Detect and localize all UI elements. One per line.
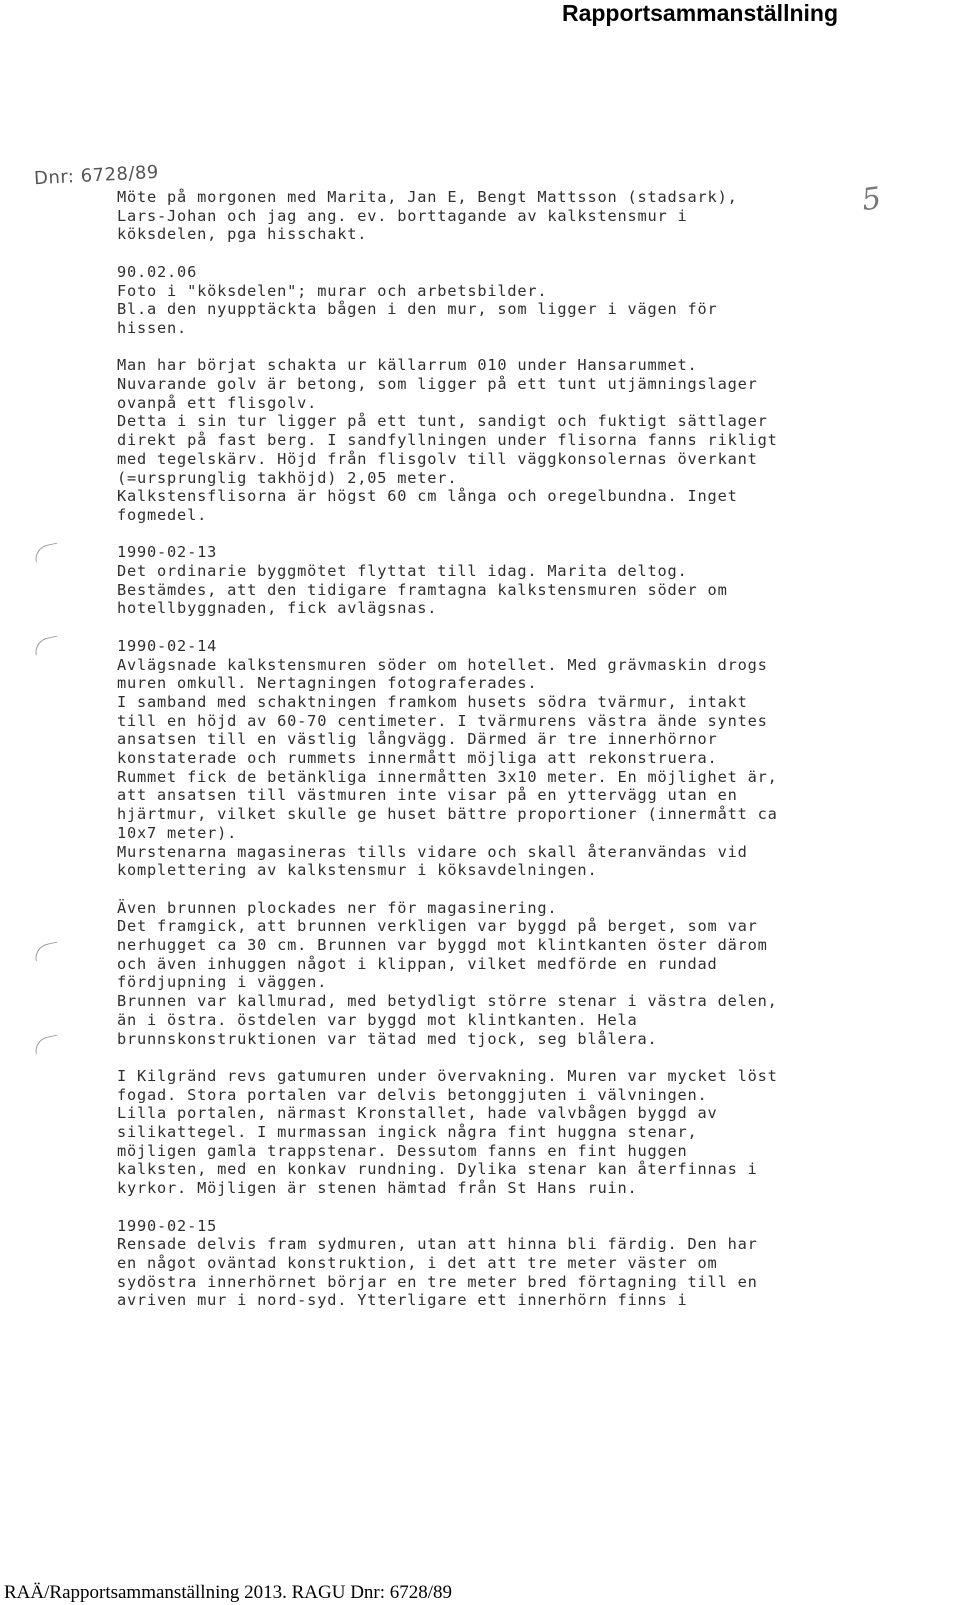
text-line: muren omkull. Nertagningen fotograferades. [117, 674, 538, 693]
text-line: ansatsen till en västlig långvägg. Därmed är tre innerhörnor [117, 730, 718, 749]
handwritten-dnr-note: Dnr: 6728/89 [33, 161, 160, 190]
text-line: till en höjd av 60-70 centimeter. I tvärmurens västra ände syntes [117, 711, 768, 730]
text-line: fogad. Stora portalen var delvis betonggjuten i välvningen. [117, 1085, 708, 1104]
text-line: köksdelen, pga hisschakt. [117, 225, 368, 244]
margin-mark [33, 636, 61, 656]
text-line: ovanpå ett flisgolv. [117, 393, 318, 412]
text-line: Man har börjat schakta ur källarrum 010 under Hansarummet. [117, 356, 698, 375]
paragraph [117, 263, 897, 338]
text-line: 1990-02-13 [117, 543, 218, 562]
text-line: direkt på fast berg. I sandfyllningen under flisorna fanns rikligt [117, 431, 778, 450]
text-line: Lilla portalen, närmast Kronstallet, hade valvbågen byggd av [117, 1104, 718, 1123]
text-line: silikattegel. I murmassan ingick några fint huggna stenar, [117, 1123, 698, 1142]
text-line: Bestämdes, att den tidigare framtagna kalkstensmuren söder om [117, 580, 728, 599]
text-line: hissen. [117, 318, 188, 337]
text-line: Rummet fick de betänkliga innermåtten 3x10 meter. En möjlighet är, [117, 767, 778, 786]
text-line: konstaterade och rummets innermått möjliga att rekonstruera. [117, 749, 718, 768]
text-line: hotellbyggnaden, fick avlägsnas. [117, 599, 438, 618]
text-line: 10x7 meter). [117, 823, 238, 842]
paragraph [117, 899, 897, 1049]
text-line: kyrkor. Möjligen är stenen hämtad från St Hans ruin. [117, 1179, 638, 1198]
paragraph [117, 1217, 897, 1311]
footer-reference: RAÄ/Rapportsammanställning 2013. RAGU Dnr: 6728/89 [4, 1582, 453, 1603]
text-line: Även brunnen plockades ner för magasinering. [117, 898, 558, 917]
text-line: fördjupning i väggen. [117, 973, 328, 992]
typewritten-body [117, 188, 897, 1329]
text-line: Avlägsnade kalkstensmuren söder om hotellet. Med grävmaskin drogs [117, 655, 768, 674]
text-line: Kalkstensflisorna är högst 60 cm långa och oregelbundna. Inget [117, 487, 738, 506]
paragraph [117, 637, 897, 880]
text-line: att ansatsen till västmuren inte visar på en yttervägg utan en [117, 786, 738, 805]
text-line: Murstenarna magasineras tills vidare och skall återanvändas vid [117, 842, 748, 861]
text-line: hjärtmur, vilket skulle ge huset bättre proportioner (innermått ca [117, 805, 778, 824]
paragraph [117, 188, 897, 244]
handwritten-page-number: 5 [859, 180, 884, 219]
text-line: Brunnen var kallmurad, med betydligt större stenar i västra delen, [117, 992, 778, 1011]
text-line: 90.02.06 [117, 262, 198, 281]
text-line: nerhugget ca 30 cm. Brunnen var byggd mot klintkanten öster därom [117, 936, 768, 955]
margin-mark [33, 1035, 61, 1055]
text-line: möjligen gamla trappstenar. Dessutom fanns en fint huggen [117, 1141, 688, 1160]
paragraph [117, 543, 897, 618]
text-line: brunnskonstruktionen var tätad med tjock, seg blålera. [117, 1029, 658, 1048]
text-line: 1990-02-14 [117, 636, 218, 655]
text-line: en något oväntad konstruktion, i det att tre meter väster om [117, 1253, 718, 1272]
paragraph [117, 356, 897, 524]
text-line: I samband med schaktningen framkom husets södra tvärmur, intakt [117, 692, 748, 711]
text-line: (=ursprunglig takhöjd) 2,05 meter. [117, 468, 458, 487]
text-line: Det framgick, att brunnen verkligen var byggd på berget, som var [117, 917, 758, 936]
text-line: än i östra. östdelen var byggd mot klintkanten. Hela [117, 1010, 638, 1029]
text-line: kalksten, med en konkav rundning. Dylika stenar kan återfinnas i [117, 1160, 758, 1179]
text-line: avriven mur i nord-syd. Ytterligare ett innerhörn finns i [117, 1291, 688, 1310]
text-line: Rensade delvis fram sydmuren, utan att hinna bli färdig. Den har [117, 1235, 758, 1254]
paragraph [117, 1067, 897, 1198]
text-line: Detta i sin tur ligger på ett tunt, sandigt och fuktigt sättlager [117, 412, 768, 431]
text-line: Bl.a den nyupptäckta bågen i den mur, som ligger i vägen för [117, 300, 718, 319]
margin-mark [33, 543, 61, 563]
text-line: och även inhuggen något i klippan, vilket medförde en rundad [117, 954, 718, 973]
text-line: komplettering av kalkstensmur i köksavdelningen. [117, 861, 598, 880]
text-line: Lars-Johan och jag ang. ev. borttagande av kalkstensmur i [117, 206, 688, 225]
text-line: Nuvarande golv är betong, som ligger på ett tunt utjämningslager [117, 375, 758, 393]
text-line: med tegelskärv. Höjd från flisgolv till väggkonsolernas överkant [117, 449, 758, 468]
page-title: Rapportsammanställning [561, 0, 838, 26]
text-line: 1990-02-15 [117, 1216, 218, 1235]
text-line: Foto i "köksdelen"; murar och arbetsbilder. [117, 281, 548, 300]
text-line: sydöstra innerhörnet börjar en tre meter bred förtagning till en [117, 1272, 758, 1291]
text-line: I Kilgränd revs gatumuren under övervakning. Muren var mycket löst [117, 1066, 778, 1085]
text-line: fogmedel. [117, 505, 208, 524]
text-line: Möte på morgonen med Marita, Jan E, Bengt Mattsson (stadsark), [117, 188, 738, 206]
margin-mark [33, 942, 61, 962]
text-line: Det ordinarie byggmötet flyttat till idag. Marita deltog. [117, 562, 688, 581]
